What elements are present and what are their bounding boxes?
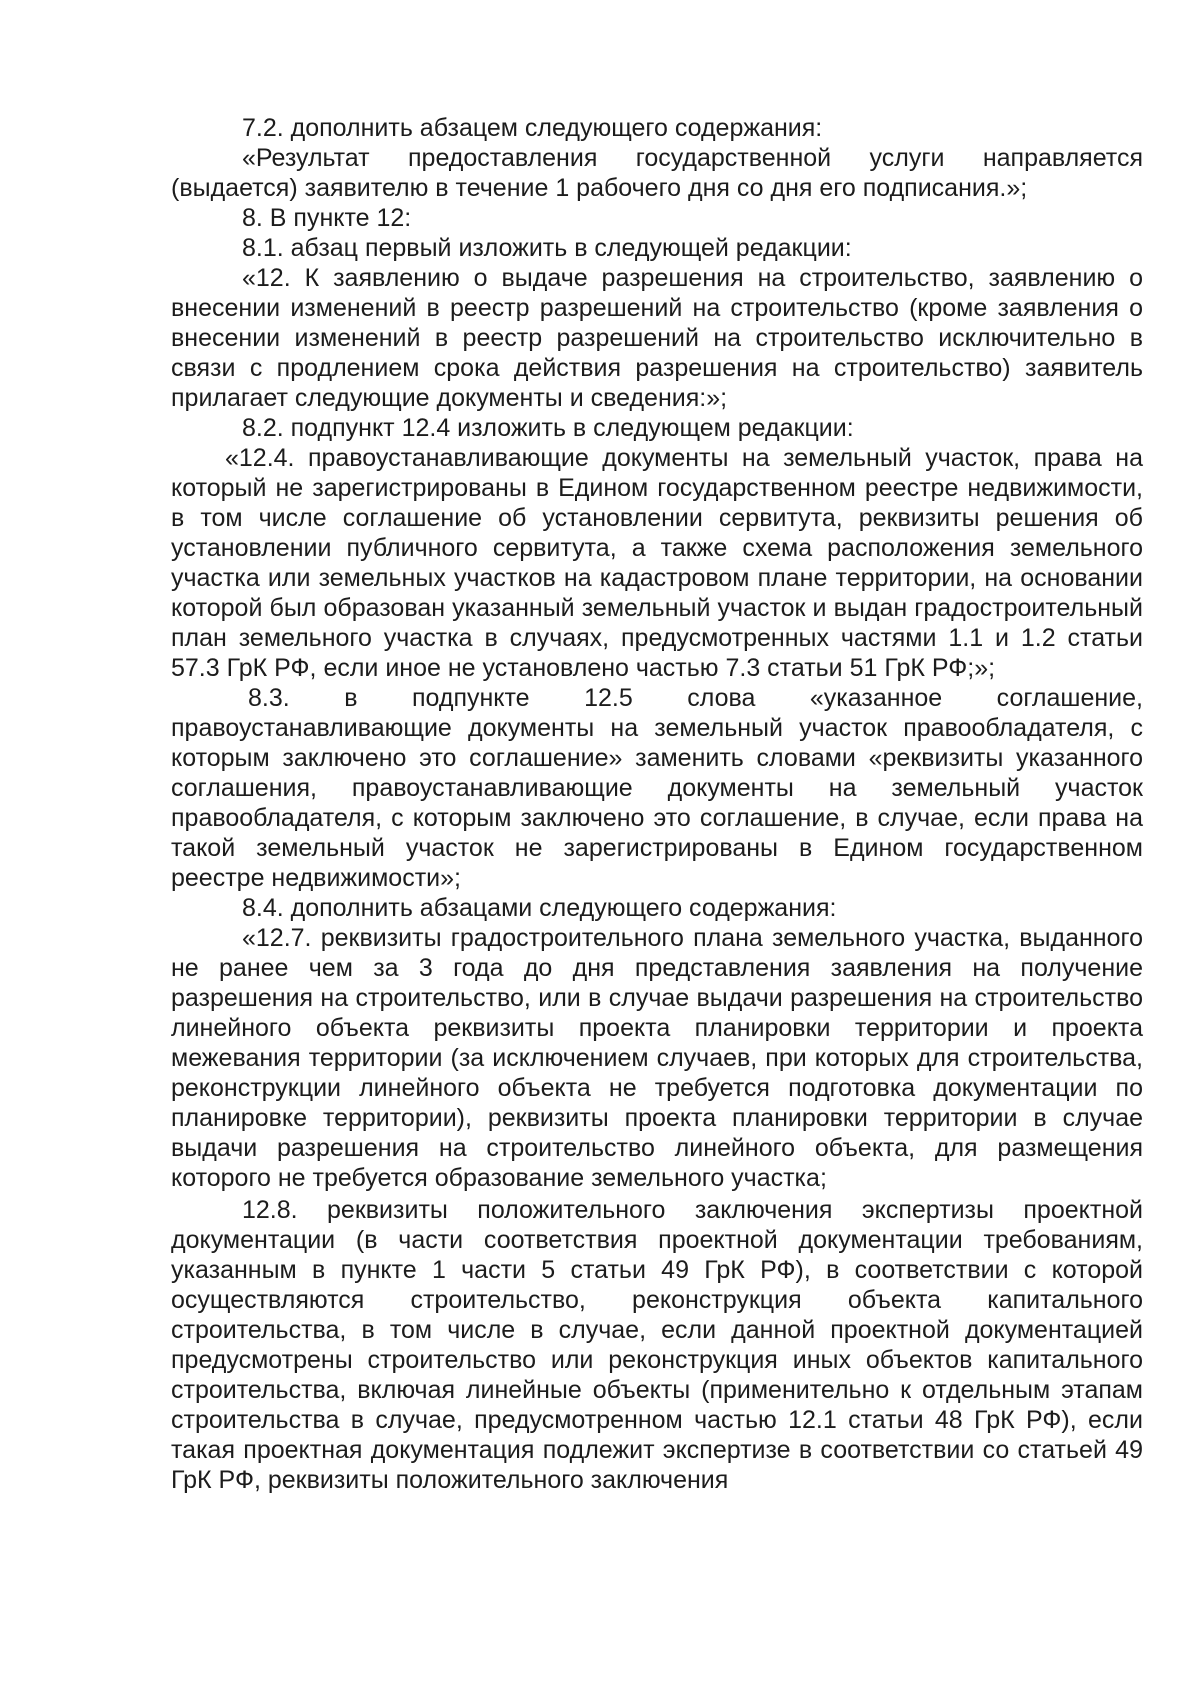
paragraph-8-3: 8.3. в подпункте 12.5 слова «указанное соглашение, правоустанавливающие документы на земельный участок правообладателя, с которым заключено это соглашение» заменить словами «реквизиты указанного соглашения, правоустанавливающие документы на земельный участок правообладателя, с которым заключено это соглашение, в случае, если права на такой земельный участок не зарегистрированы в Едином государственном реестре недвижимости»;	[171, 684, 1143, 892]
paragraph-8: 8. В пункте 12:	[242, 204, 412, 232]
paragraph-8-1: 8.1. абзац первый изложить в следующей редакции:	[242, 234, 852, 262]
paragraph-12-8: 12.8. реквизиты положительного заключения экспертизы проектной документации (в части соответствия проектной документации требованиям, указанным в пункте 1 части 5 статьи 49 ГрК РФ), в соответствии с которой осуществляются строительство, реконструкция объекта капитального строительства, в том числе в случае, если данной проектной документацией предусмотрены строительство или реконструкция иных объектов капитального строительства, включая линейные объекты (применительно к отдельным этапам строительства в случае, предусмотренном частью 12.1 статьи 48 ГрК РФ), если такая проектная документация подлежит экспертизе в соответствии со статьей 49 ГрК РФ, реквизиты положительного заключения	[171, 1196, 1143, 1494]
paragraph-7-2: 7.2. дополнить абзацем следующего содержания:	[242, 114, 823, 142]
paragraph-quote-12-4: «12.4. правоустанавливающие документы на земельный участок, права на который не зарегистрированы в Едином государственном реестре недвижимости, в том числе соглашение об установлении сервитута, реквизиты решения об установлении публичного сервитута, а также схема расположения земельного участка или земельных участков на кадастровом плане территории, на основании которой был образован указанный земельный участок и выдан градостроительный план земельного участка в случаях, предусмотренных частями 1.1 и 1.2 статьи 57.3 ГрК РФ, если иное не установлено частью 7.3 статьи 51 ГрК РФ;»;	[171, 444, 1143, 682]
document-page	[171, 113, 1143, 1495]
paragraph-quote-12: «12. К заявлению о выдаче разрешения на строительство, заявлению о внесении изменений в реестр разрешений на строительство (кроме заявления о внесении изменений в реестр разрешений на строительство исключительно в связи с продлением срока действия разрешения на строительство) заявитель прилагает следующие документы и сведения:»;	[171, 264, 1143, 412]
paragraph-8-4: 8.4. дополнить абзацами следующего содержания:	[242, 894, 837, 922]
paragraph-quote-12-7: «12.7. реквизиты градостроительного плана земельного участка, выданного не ранее чем за 3 года до дня представления заявления на получение разрешения на строительство, или в случае выдачи разрешения на строительство линейного объекта реквизиты проекта планировки территории и проекта межевания территории (за исключением случаев, при которых для строительства, реконструкции линейного объекта не требуется подготовка документации по планировке территории), реквизиты проекта планировки территории в случае выдачи разрешения на строительство линейного объекта, для размещения которого не требуется образование земельного участка;	[171, 924, 1143, 1192]
paragraph-quote-result: «Результат предоставления государственной услуги направляется (выдается) заявителю в течение 1 рабочего дня со дня его подписания.»;	[171, 144, 1143, 202]
paragraph-8-2: 8.2. подпункт 12.4 изложить в следующем редакции:	[242, 414, 854, 442]
